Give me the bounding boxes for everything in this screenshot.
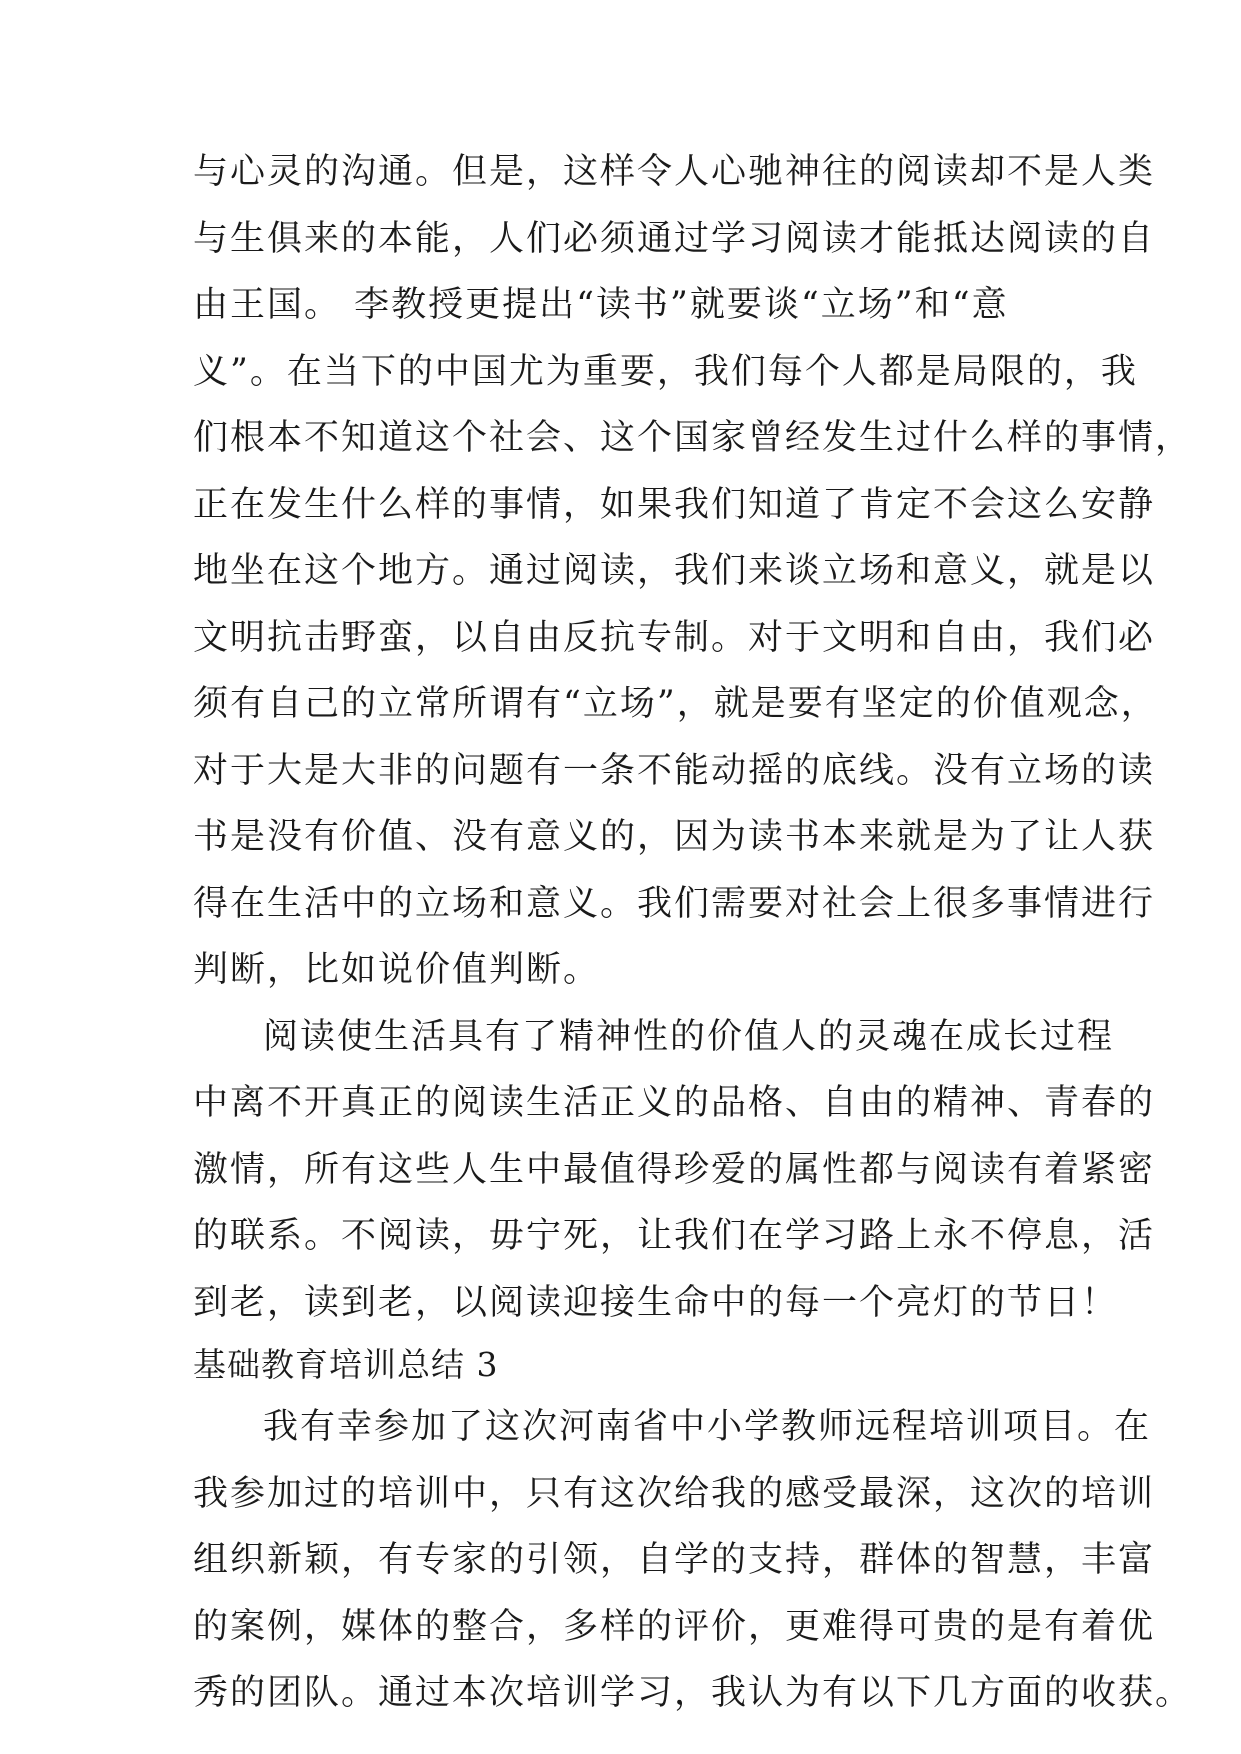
text-line: 中离不开真正的阅读生活正义的品格、自由的精神、青春的 xyxy=(193,1083,1156,1123)
text-line: 秀的团队。通过本次培训学习，我认为有以下几方面的收获。 xyxy=(193,1673,1193,1713)
text-line: 文明抗击野蛮，以自由反抗专制。对于文明和自由，我们必 xyxy=(193,617,1156,658)
text-line: 对于大是大非的问题有一条不能动摇的底线。没有立场的读 xyxy=(193,750,1156,791)
text-line: 我有幸参加了这次河南省中小学教师远程培训项目。在 xyxy=(263,1407,1152,1447)
text-line: 我参加过的培训中，只有这次给我的感受最深，这次的培训 xyxy=(193,1473,1156,1514)
text-line: 由王国。 李教授更提出“读书”就要谈“立场”和“意 xyxy=(193,285,1009,325)
text-line: 得在生活中的立场和意义。我们需要对社会上很多事情进行 xyxy=(193,883,1156,924)
paragraph-reading-stance xyxy=(193,139,1193,1004)
text-line: 须有自己的立常所谓有“立场”，就是要有坚定的价值观念， xyxy=(193,684,1158,724)
text-line: 判断，比如说价值判断。 xyxy=(193,950,601,990)
text-line: 书是没有价值、没有意义的，因为读书本来就是为了让人获 xyxy=(193,817,1156,857)
section-heading: 基础教育培训总结 3 xyxy=(193,1345,499,1384)
text-line: 阅读使生活具有了精神性的价值人的灵魂在成长过程 xyxy=(263,1016,1115,1057)
paragraph-reading-value xyxy=(193,1004,1156,1337)
text-line: 正在发生什么样的事情，如果我们知道了肯定不会这么安静 xyxy=(193,484,1156,525)
text-line: 们根本不知道这个社会、这个国家曾经发生过什么样的事情， xyxy=(193,418,1193,458)
document-page xyxy=(193,139,1193,1727)
text-line: 组织新颖，有专家的引领，自学的支持，群体的智慧，丰富 xyxy=(193,1540,1156,1580)
text-line: 与心灵的沟通。但是，这样令人心驰神往的阅读却不是人类 xyxy=(193,152,1156,192)
text-line: 到老，读到老，以阅读迎接生命中的每一个亮灯的节日！ xyxy=(193,1282,1119,1323)
text-line: 的案例，媒体的整合，多样的评价，更难得可贵的是有着优 xyxy=(193,1606,1156,1647)
text-line: 与生俱来的本能，人们必须通过学习阅读才能抵达阅读的自 xyxy=(193,218,1156,259)
paragraph-training-summary xyxy=(193,1394,1193,1727)
text-line: 激情，所有这些人生中最值得珍爱的属性都与阅读有着紧密 xyxy=(193,1149,1156,1190)
text-line: 义”。在当下的中国尤为重要，我们每个人都是局限的，我 xyxy=(193,351,1138,392)
text-line: 的联系。不阅读，毋宁死，让我们在学习路上永不停息，活 xyxy=(193,1216,1156,1256)
text-line: 地坐在这个地方。通过阅读，我们来谈立场和意义，就是以 xyxy=(193,551,1156,591)
